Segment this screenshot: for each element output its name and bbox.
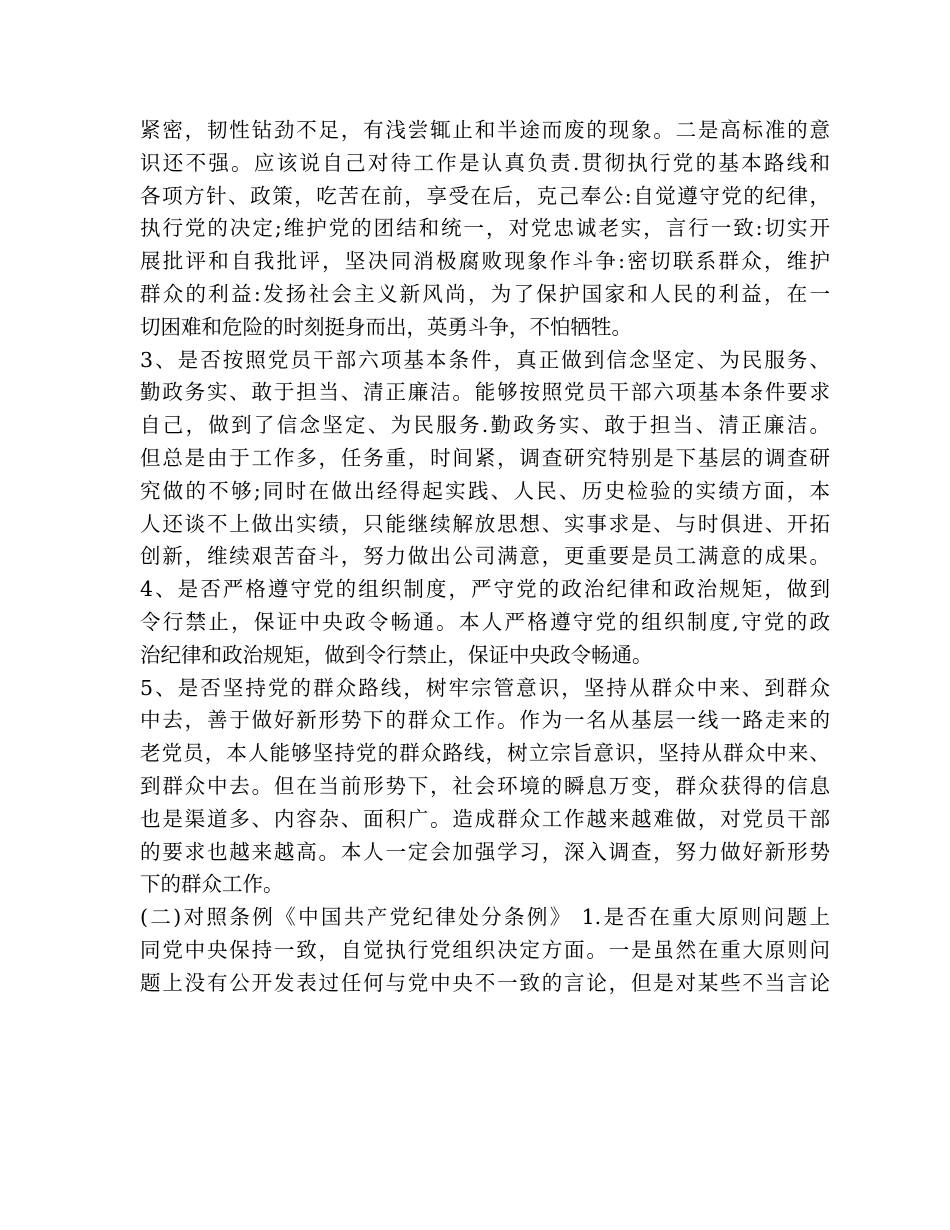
text-line: 勤政务实、敢于担当、清正廉洁。能够按照党员干部六项基本条件要求 <box>140 380 830 405</box>
text-line: (二)对照条例《中国共产党纪律处分条例》 1.是否在重大原则问题上 <box>140 905 830 930</box>
text-line: 也是渠道多、内容杂、面积广。造成群众工作越来越难做，对党员干部 <box>140 806 830 831</box>
text-line: 中去，善于做好新形势下的群众工作。作为一名从基层一线一路走来的 <box>140 708 830 733</box>
text-line: 令行禁止，保证中央政令畅通。本人严格遵守党的组织制度,守党的政 <box>140 609 830 634</box>
text-line: 5、是否坚持党的群众路线，树牢宗管意识，坚持从群众中来、到群众 <box>140 675 830 700</box>
text-line: 3、是否按照党员干部六项基本条件，真正做到信念坚定、为民服务、 <box>140 347 830 372</box>
text-line: 展批评和自我批评，坚决同消极腐败现象作斗争:密切联系群众，维护 <box>140 249 830 274</box>
text-line: 识还不强。应该说自己对待工作是认真负责.贯彻执行党的基本路线和 <box>140 150 830 175</box>
text-line: 题上没有公开发表过任何与党中央不一致的言论，但是对某些不当言论 <box>140 970 830 995</box>
text-line: 紧密，韧性钻劲不足，有浅尝辄止和半途而废的现象。二是高标准的意 <box>140 118 830 142</box>
text-line: 4、是否严格遵守党的组织制度，严守党的政治纪律和政治规矩，做到 <box>140 577 830 602</box>
text-line: 人还谈不上做出实绩，只能继续解放思想、实事求是、与时俱进、开拓 <box>140 511 830 536</box>
text-line: 执行党的决定;维护党的团结和统一，对党忠诚老实，言行一致:切实开 <box>140 216 830 241</box>
text-line: 究做的不够;同时在做出经得起实践、人民、历史检验的实绩方面，本 <box>140 478 830 503</box>
text-line: 的要求也越来越高。本人一定会加强学习，深入调查，努力做好新形势 <box>140 839 830 864</box>
text-line: 但总是由于工作多，任务重，时间紧，调查研究特别是下基层的调查研 <box>140 445 830 470</box>
document-body <box>140 114 830 1000</box>
text-line: 各项方针、政策，吃苦在前，享受在后，克己奉公:自觉遵守党的纪律， <box>140 183 830 208</box>
text-line: 同党中央保持一致，自觉执行党组织决定方面。一是虽然在重大原则问 <box>140 937 830 962</box>
text-line: 切困难和危险的时刻挺身而出，英勇斗争，不怕牺牲。 <box>140 314 632 339</box>
text-line: 自己，做到了信念坚定、为民服务.勤政务实、敢于担当、清正廉洁。 <box>140 413 830 438</box>
text-line: 老党员，本人能够坚持党的群众路线，树立宗旨意识，坚持从群众中来、 <box>140 741 830 766</box>
text-line: 创新，维续艰苦奋斗，努力做出公司满意，更重要是员工满意的成果。 <box>140 544 830 569</box>
text-line: 治纪律和政治规矩，做到令行禁止，保证中央政令畅通。 <box>140 642 653 667</box>
text-line: 到群众中去。但在当前形势下，社会环境的瞬息万变，群众获得的信息 <box>140 773 830 798</box>
text-line: 群众的利益:发扬社会主义新风尚，为了保护国家和人民的利益，在一 <box>140 281 830 306</box>
text-line: 下的群众工作。 <box>140 872 284 897</box>
